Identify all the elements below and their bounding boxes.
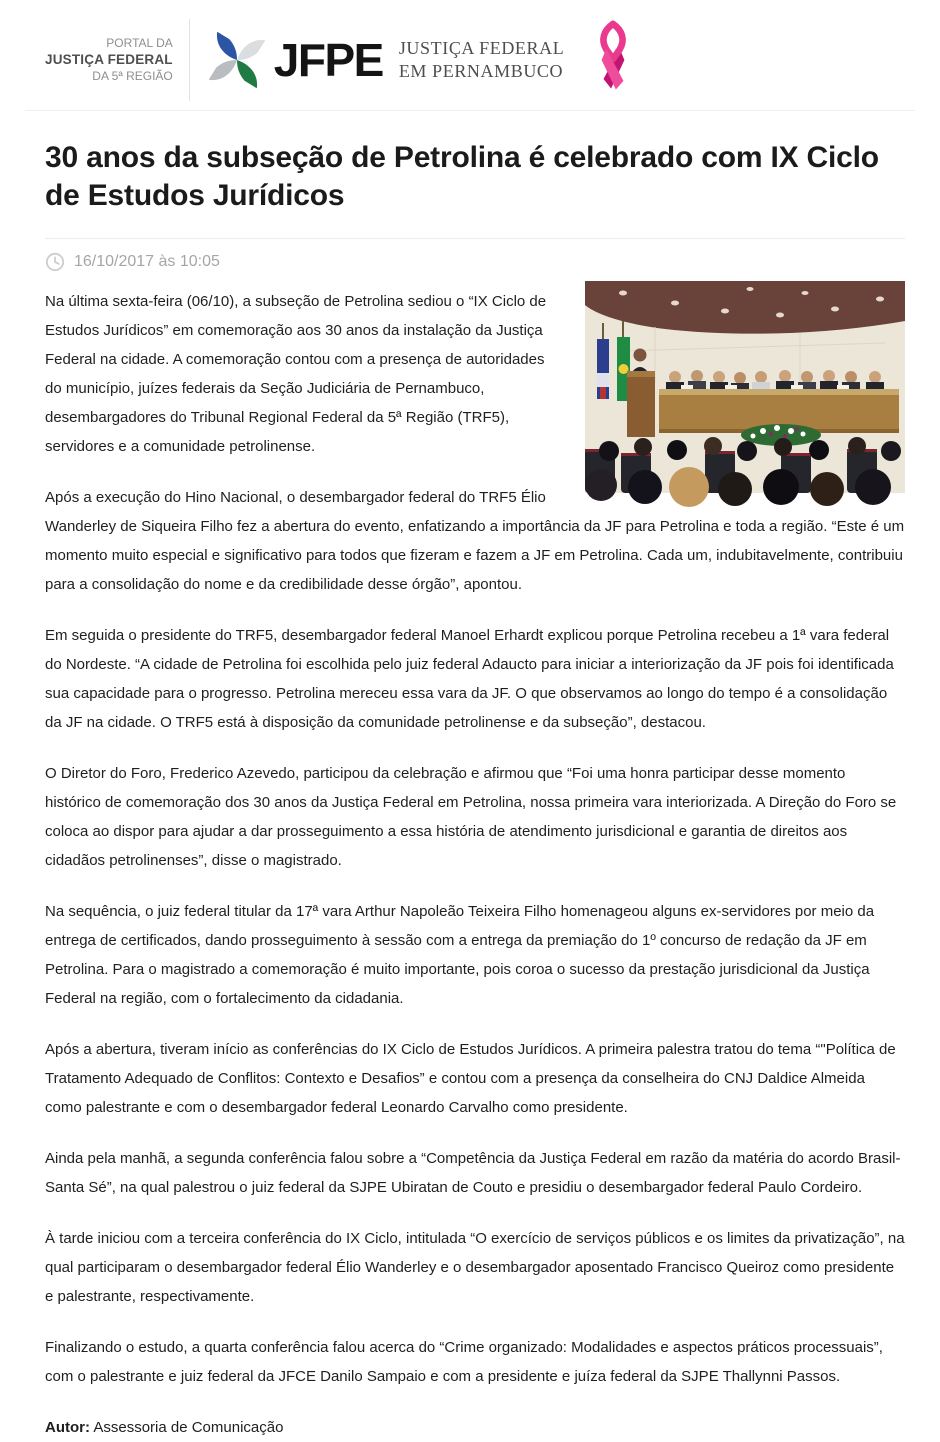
- article-paragraph: À tarde iniciou com a terceira conferência do IX Ciclo, intitulada “O exercício de serviços públicos e os limites da privatização”, na qual participaram o desembargador federal Élio Wanderley e o desembargador aposentado Francisco Queiroz como presidente e palestrante, respectivamente.: [45, 1230, 905, 1305]
- article-paragraph: Após a abertura, tiveram início as conferências do IX Ciclo de Estudos Jurídicos. A primeira palestra tratou do tema “"Política de Tratamento Adequado de Conflitos: Contexto e Desafios” e contou com a presença da conselheira do CNJ Daldice Almeida como palestrante e com o desembargador federal Leonardo Carvalho como presidente.: [45, 1041, 896, 1116]
- author-name: Assessoria de Comunicação: [93, 1419, 284, 1436]
- jfpe-logo[interactable]: [204, 27, 383, 93]
- article-body: [45, 287, 905, 1442]
- article-paragraph: Após a execução do Hino Nacional, o desembargador federal do TRF5 Élio Wanderley de Siqueira Filho fez a abertura do evento, enfatizando a importância da JF para Petrolina e toda a região. “Este é um momento muito especial e significativo para todos que fizeram e fazem a JF em Petrolina. Cada um, indubitavelmente, contribuiu para a consolidação do nome e da credibilidade desse órgão”, apontou.: [45, 489, 905, 593]
- portal-line3: DA 5ª REGIÃO: [92, 68, 173, 83]
- event-photo: [585, 281, 905, 493]
- portal-5a-regiao-logo[interactable]: [45, 36, 173, 85]
- article-paragraph: O Diretor do Foro, Frederico Azevedo, participou da celebração e afirmou que “Foi uma honra participar desse momento histórico de comemoração dos 30 anos da Justiça Federal em Petrolina, nossa primeira vara interiorizada. A Direção do Foro se coloca ao dispor para ajudar a dar prosseguimento a essa história de atendimento jurisdicional e garantia de direitos aos cidadãos petrolinenses”, disse o magistrado.: [45, 765, 897, 869]
- page-title: 30 anos da subseção de Petrolina é celebrado com IX Ciclo de Estudos Jurídicos: [45, 141, 879, 212]
- article-meta: [45, 239, 905, 287]
- clock-icon: [45, 252, 65, 272]
- article-paragraph: Na sequência, o juiz federal titular da 17ª vara Arthur Napoleão Teixeira Filho homenageou alguns ex-servidores por meio da entrega de certificados, dando prosseguimento à sessão com a entrega da premiação do 1º concurso de redação da JF em Petrolina. Para o magistrado a comemoração é muito importante, pois coroa o sucesso da prestação jurisdicional da Justiça Federal na região, com o fortalecimento da cidadania.: [45, 903, 875, 1007]
- article-paragraph: Em seguida o presidente do TRF5, desembargador federal Manoel Erhardt explicou porque Petrolina recebeu a 1ª vara federal do Nordeste. “A cidade de Petrolina foi escolhida pelo juiz federal Adaucto para iniciar a interiorização da JF pois foi identificada sua capacidade para o progresso. Petrolina mereceu essa vara da JF. O que observamos ao longo do tempo é a consolidação da JF na cidade. O TRF5 está à disposição da comunidade petrolinense e da subseção”, destacou.: [45, 627, 894, 731]
- site-header: [0, 0, 940, 100]
- article-paragraph: Finalizando o estudo, a quarta conferência falou acerca do “Crime organizado: Modalidades e aspectos práticos processuais”, com o palestrante e juiz federal da JFCE Danilo Sampaio e com a presidente e juíza federal da SJPE Thallynni Passos.: [45, 1339, 883, 1385]
- author-line: [45, 1413, 905, 1442]
- org-line2: EM PERNAMBUCO: [398, 61, 564, 81]
- header-rule: [25, 110, 915, 111]
- article-paragraph: Ainda pela manhã, a segunda conferência falou sobre a “Competência da Justiça Federal em razão da matéria do acordo Brasil-Santa Sé”, na qual palestrou o juiz federal da SJPE Ubiratan de Couto e presidiu o desembargador federal Paulo Cordeiro.: [45, 1150, 901, 1196]
- org-line1: JUSTIÇA FEDERAL: [398, 37, 565, 58]
- author-label: Autor:: [45, 1419, 90, 1436]
- org-name: [399, 37, 565, 84]
- article-paragraph: Na última sexta-feira (06/10), a subseção de Petrolina sediou o “IX Ciclo de Estudos Jurídicos” em comemoração aos 30 anos da instalação da Justiça Federal na cidade. A comemoração contou com a presença de autoridades do município, juízes federais da Seção Judiciária de Pernambuco, desembargadores do Tribunal Regional Federal da 5ª Região (TRF5), servidores e a comunidade petrolinense.: [45, 293, 547, 455]
- article-page: [0, 139, 940, 1442]
- portal-line1: PORTAL DA: [106, 35, 173, 50]
- pink-ribbon-icon: [594, 19, 632, 101]
- jfpe-compass-icon: [204, 27, 270, 93]
- header-divider: [189, 19, 190, 101]
- portal-line2: JUSTIÇA FEDERAL: [45, 52, 173, 68]
- publish-date: 16/10/2017 às 10:05: [74, 253, 220, 270]
- jfpe-acronym: JFPE: [273, 34, 383, 86]
